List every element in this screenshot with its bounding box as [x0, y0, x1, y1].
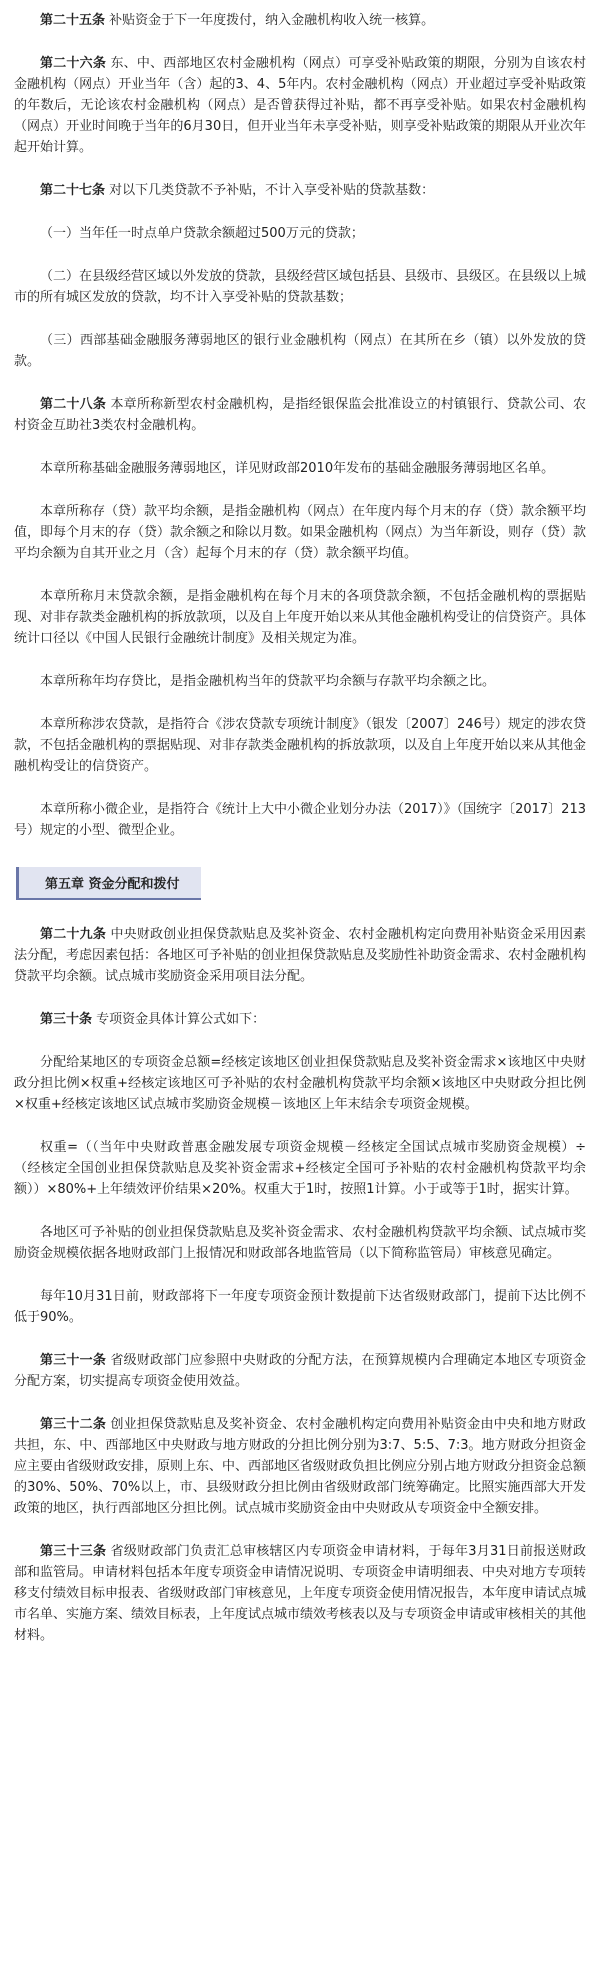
paragraph-text: 本章所称月末贷款余额，是指金融机构在每个月末的各项贷款余额，不包括金融机构的票据贴现、对非存款类金融机构的拆放款项，以及自上年度开始以来从其他金融机构受让的信贷资产。具体统计口径以《中国人民银行金融统计制度》及相关规定为准。 — [14, 589, 587, 646]
paragraph-text: （二）在县级经营区域以外发放的贷款，县级经营区域包括县、县级市、县级区。在县级以上城市的所有城区发放的贷款，均不计入享受补贴的贷款基数； — [14, 269, 587, 305]
paragraph-text: 本章所称小微企业，是指符合《统计上大中小微企业划分办法（2017）》（国统字〔2017〕213号）规定的小型、微型企业。 — [14, 802, 586, 838]
paragraph-text: 本章所称年均存贷比，是指金融机构当年的贷款平均余额与存款平均余额之比。 — [40, 674, 496, 689]
article-number: 第三十一条 — [40, 1353, 107, 1368]
document-section-chapter5 — [14, 924, 586, 1646]
paragraph-text: 创业担保贷款贴息及奖补资金、农村金融机构定向费用补贴资金由中央和地方财政共担，东、中、西部地区中央财政与地方财政的分担比例分别为3:7、5:5、7:3。地方财政分担资金应主要由省级财政安排，原则上东、中、西部地区省级财政负担比例应分别占地方财政分担资金总额的30%、50%、70%以上，市、县级财政分担比例由省级财政部门统筹确定。比照实施西部大开发政策的地区，执行西部地区分担比例。试点城市奖励资金由中央财政从专项资金中全额安排。 — [14, 1417, 587, 1516]
body-paragraph — [14, 799, 586, 841]
body-paragraph — [14, 586, 586, 649]
body-paragraph — [14, 501, 586, 564]
body-paragraph — [14, 1222, 586, 1264]
paragraph-text: 对以下几类贷款不予补贴，不计入享受补贴的贷款基数： — [109, 183, 435, 198]
body-paragraph — [14, 1286, 586, 1328]
paragraph-text: 每年10月31日前，财政部将下一年度专项资金预计数提前下达省级财政部门，提前下达比例不低于90%。 — [14, 1289, 586, 1325]
article-paragraph — [14, 180, 586, 201]
body-paragraph — [14, 330, 586, 372]
paragraph-text: 省级财政部门负责汇总审核辖区内专项资金申请材料，于每年3月31日前报送财政部和监管局。申请材料包括本年度专项资金申请情况说明、专项资金申请明细表、中央对地方专项转移支付绩效目标申报表、省级财政部门审核意见，上年度专项资金使用情况报告，本年度申请试点城市名单、实施方案、绩效目标表，上年度试点城市绩效考核表以及与专项资金申请或审核相关的其他材料。 — [14, 1544, 587, 1643]
paragraph-text: （一）当年任一时点单户贷款余额超过500万元的贷款； — [40, 226, 364, 241]
article-number: 第三十二条 — [40, 1417, 107, 1432]
article-number: 第二十六条 — [40, 56, 107, 71]
paragraph-text: 本章所称新型农村金融机构，是指经银保监会批准设立的村镇银行、贷款公司、农村资金互助社3类农村金融机构。 — [14, 397, 586, 433]
body-paragraph — [14, 1052, 586, 1115]
body-paragraph — [14, 223, 586, 244]
article-paragraph — [14, 53, 586, 158]
paragraph-text: （三）西部基础金融服务薄弱地区的银行业金融机构（网点）在其所在乡（镇）以外发放的贷款。 — [14, 333, 586, 369]
body-paragraph — [14, 714, 586, 777]
paragraph-text: 各地区可予补贴的创业担保贷款贴息及奖补资金需求、农村金融机构贷款平均余额、试点城市奖励资金规模依据各地财政部门上报情况和财政部各地监管局（以下简称监管局）审核意见确定。 — [14, 1225, 587, 1261]
body-paragraph — [14, 671, 586, 692]
chapter-title: 第五章 资金分配和拨付 — [45, 877, 180, 892]
article-number: 第二十五条 — [40, 13, 106, 28]
article-number: 第二十八条 — [40, 397, 107, 412]
article-paragraph — [14, 924, 586, 987]
article-number: 第三十三条 — [40, 1544, 107, 1559]
chapter-heading — [16, 867, 201, 900]
article-paragraph — [14, 1350, 586, 1392]
article-paragraph — [14, 1414, 586, 1519]
article-number: 第三十条 — [40, 1012, 93, 1027]
body-paragraph — [14, 266, 586, 308]
paragraph-text: 本章所称存（贷）款平均余额，是指金融机构（网点）在年度内每个月末的存（贷）款余额平均值，即每个月末的存（贷）款余额之和除以月数。如果金融机构（网点）为当年新设，则存（贷）款平均余额为自其开业之月（含）起每个月末的存（贷）款余额平均值。 — [14, 504, 587, 561]
paragraph-text: 省级财政部门应参照中央财政的分配方法，在预算规模内合理确定本地区专项资金分配方案，切实提高专项资金使用效益。 — [14, 1353, 586, 1389]
paragraph-text: 本章所称涉农贷款，是指符合《涉农贷款专项统计制度》（银发〔2007〕246号）规定的涉农贷款，不包括金融机构的票据贴现、对非存款类金融机构的拆放款项，以及自上年度开始以来从其他金融机构受让的信贷资产。 — [14, 717, 587, 774]
paragraph-text: 权重=（（当年中央财政普惠金融发展专项资金规模－经核定全国试点城市奖励资金规模）÷（经核定全国创业担保贷款贴息及奖补资金需求+经核定全国可予补贴的农村金融机构贷款平均余额））×80%+上年绩效评价结果×20%。权重大于1时，按照1计算。小于或等于1时，据实计算。 — [14, 1140, 586, 1197]
article-paragraph — [14, 1009, 586, 1030]
article-paragraph — [14, 394, 586, 436]
article-number: 第二十七条 — [40, 183, 106, 198]
article-paragraph — [14, 1541, 586, 1646]
paragraph-text: 分配给某地区的专项资金总额=经核定该地区创业担保贷款贴息及奖补资金需求×该地区中央财政分担比例×权重+经核定该地区可予补贴的农村金融机构贷款平均余额×该地区中央财政分担比例×权重+经核定该地区试点城市奖励资金规模－该地区上年末结余专项资金规模。 — [14, 1055, 586, 1112]
paragraph-text: 东、中、西部地区农村金融机构（网点）可享受补贴政策的期限，分别为自该农村金融机构（网点）开业当年（含）起的3、4、5年内。农村金融机构（网点）开业超过享受补贴政策的年数后，无论该农村金融机构（网点）是否曾获得过补贴，都不再享受补贴。如果农村金融机构（网点）开业时间晚于当年的6月30日，但开业当年未享受补贴，则享受补贴政策的期限从开业次年起开始计算。 — [14, 56, 586, 155]
paragraph-text: 补贴资金于下一年度拨付，纳入金融机构收入统一核算。 — [109, 13, 435, 28]
article-number: 第二十九条 — [40, 927, 107, 942]
body-paragraph — [14, 1137, 586, 1200]
paragraph-text: 中央财政创业担保贷款贴息及奖补资金、农村金融机构定向费用补贴资金采用因素法分配，考虑因素包括：各地区可予补贴的创业担保贷款贴息及奖励性补助资金需求、农村金融机构贷款平均余额。试点城市奖励资金采用项目法分配。 — [14, 927, 587, 984]
article-paragraph — [14, 10, 586, 31]
paragraph-text: 本章所称基础金融服务薄弱地区，详见财政部2010年发布的基础金融服务薄弱地区名单。 — [40, 461, 555, 476]
body-paragraph — [14, 458, 586, 479]
document-section-chapter4 — [14, 10, 586, 841]
paragraph-text: 专项资金具体计算公式如下： — [96, 1012, 266, 1027]
